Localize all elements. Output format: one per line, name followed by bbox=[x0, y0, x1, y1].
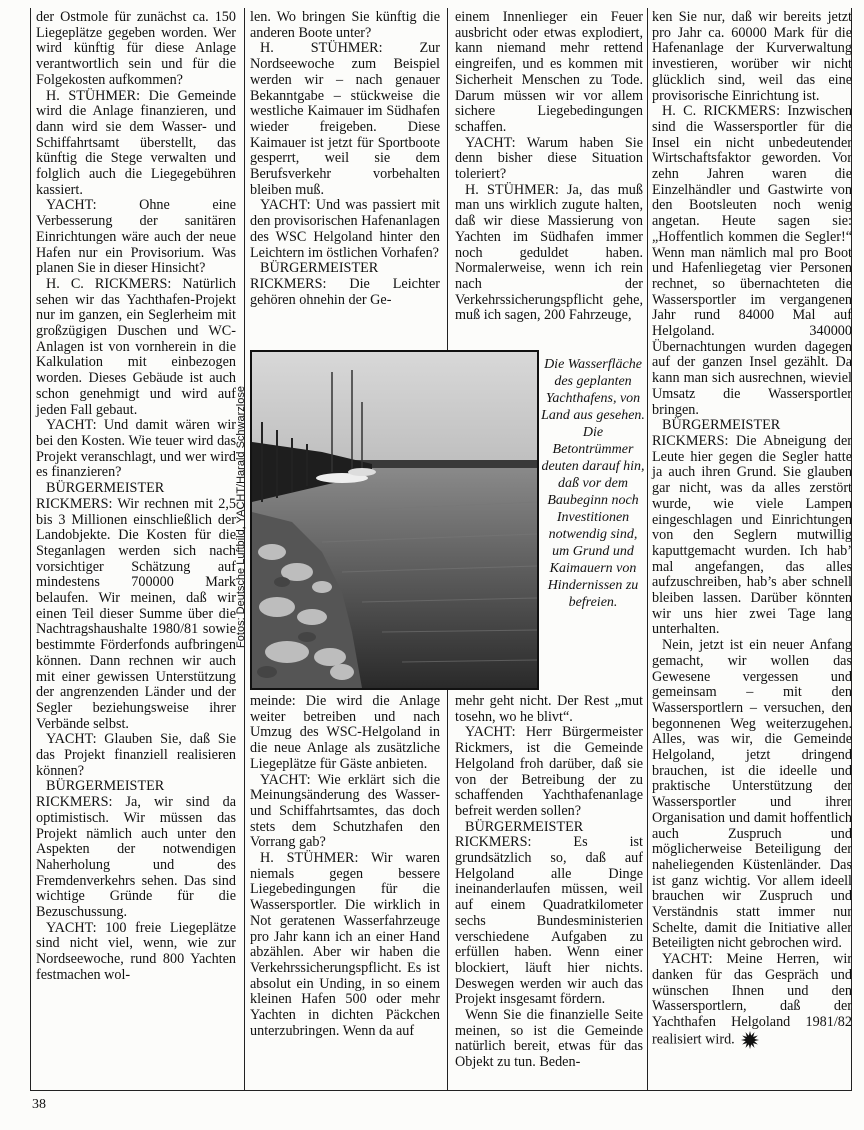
paragraph: H. STÜHMER: Die Gemeinde wird die Anlage finanzieren, und dann wird sie dem Wasser- und Schiffahrtsamt überstellt, das künftig die Stege verwalten und folglich auch die Liegegebühren kassiert. bbox=[36, 87, 236, 198]
paragraph: BÜRGERMEISTER RICKMERS: Wir rechnen mit 2,5 bis 3 Millionen einschließlich der Landobjekte. Die Kosten für die Steganlagen werden sich nach vorsichtiger Schätzung auf mindestens 700000 Mark belaufen. Wir meinen, daß wir einen Teil dieser Summe über die Nachtragshaushalte 1980/81 sowie bestimmte Förderfonds aufbringen können. Dann rechnen wir auch mit einer gewissen Unterstützung der angrenzenden Länder und der Segler beziehungsweise ihrer Verbände selbst. bbox=[36, 480, 236, 732]
paragraph: H. STÜHMER: Zur Nordseewoche zum Beispiel werden wir – nach genauer Bekanntgabe – stückweise die westliche Kaimauer im Südhafen wieder freigeben. Diese Kaimauer ist jetzt für Sportboote gesperrt, weil sie dem Berufsverkehr vorbehalten bleiben muß. bbox=[250, 40, 440, 198]
paragraph: mehr geht nicht. Der Rest „mut tosehn, wo he blivt“. bbox=[455, 693, 643, 725]
paragraph: ken Sie nur, daß wir bereits jetzt pro Jahr ca. 60000 Mark für die Hafenanlage der Kurverwaltung investieren, worüber wir nicht glücklich sind, weil das eine provisorische Einrichtung ist. bbox=[652, 9, 852, 104]
paragraph: len. Wo bringen Sie künftig die anderen Boote unter? bbox=[250, 9, 440, 41]
harbor-photo bbox=[250, 350, 539, 690]
article-column-3-lower bbox=[455, 694, 643, 1071]
article-column-2-lower bbox=[250, 694, 440, 1039]
paragraph: YACHT: Herr Bürgermeister Rickmers, ist die Gemeinde Helgoland froh darüber, daß sie von der Betreibung der zu schaffenden Yachthafenanlage befreit werden sollen? bbox=[455, 724, 643, 819]
paragraph: der Ostmole für zunächst ca. 150 Liegeplätze gegeben worden. Wer wird künftig für diese Anlage verantwortlich sein und für die Folgekosten aufkommen? bbox=[36, 9, 236, 88]
paragraph: YACHT: Und damit wären wir bei den Kosten. Wie teuer wird das Projekt veranschlagt, und wer wird es finanzieren? bbox=[36, 417, 236, 481]
paragraph: H. C. RICKMERS: Inzwischen sind die Wassersportler für die Insel ein nicht unbedeutender Wirtschaftsfaktor geworden. Vor zehn Jahren waren die Einzelhändler und Gastwirte von den Bootsleuten noch wenig angetan. Heute sagen sie: „Hoffentlich kommen die Segler!“ Wenn man nämlich mal pro Boot und Hafenliegetag vier Personen rechnet, so übernachteten die Wassersportler im vergangenen Jahr rund 84000 Mal auf Helgoland. 340000 Übernachtungen wurden dagegen auf der ganzen Insel gezählt. Da kann man sich ausrechnen, wieviel Umsatz die Wassersportler bringen. bbox=[652, 103, 852, 418]
paragraph: YACHT: Warum haben Sie denn bisher diese Situation toleriert? bbox=[455, 134, 643, 183]
paragraph: YACHT: Glauben Sie, daß Sie das Projekt finanziell realisieren können? bbox=[36, 731, 236, 779]
article-column-1 bbox=[36, 10, 236, 984]
paragraph: YACHT: 100 freie Liegeplätze sind nicht viel, wenn, wie zur Nordseewoche, rund 800 Yachten festmachen wol- bbox=[36, 919, 236, 983]
column-rule bbox=[447, 690, 448, 1090]
article-column-3 bbox=[455, 10, 643, 324]
paragraph: H. C. RICKMERS: Natürlich sehen wir das Yachthafen-Projekt nur im ganzen, ein Seglerheim mit großzügigen Duschen und WC-Anlagen ist von vornherein in die Kalkulation mit einbezogen worden. Dieses Gebäude ist auch schon genehmigt und wird auf jeden Fall gebaut. bbox=[36, 275, 236, 418]
article-column-2 bbox=[250, 10, 440, 308]
column-rule bbox=[447, 8, 448, 350]
paragraph: meinde: Die wird die Anlage weiter betreiben und nach Umzug des WSC-Helgoland in die neue Anlage als zusätzliche Liegeplätze für Gäste anbieten. bbox=[250, 693, 440, 772]
paragraph: Wenn Sie die finanzielle Seite meinen, so ist die Gemeinde natürlich bereit, etwas für das Objekt zu tun. Beden- bbox=[455, 1007, 643, 1071]
paragraph: BÜRGERMEISTER RICKMERS: Ja, wir sind da optimistisch. Wir müssen das Projekt nämlich auch unter den Aspekten der notwendigen Naherholung und des Fremdenverkehrs sehen. Das sind wichtige Gründe für die Bezuschussung. bbox=[36, 778, 236, 921]
photo-credit: Fotos: Deutsche Luftbild, YACHT/Harald Schwarzlose bbox=[235, 386, 247, 648]
paragraph: YACHT: Wie erklärt sich die Meinungsänderung des Wasser- und Schiffahrtsamtes, das doch stets dem Schutzhafen den Vorrang gab? bbox=[250, 771, 440, 851]
paragraph: Nein, jetzt ist ein neuer Anfang gemacht, wir wollen das Gewesene vergessen und gemeinsam – mit den Wassersportlern – versuchen, den begonnenen Weg weiterzugehen. Alles, was wir, die Gemeinde Helgoland, jetzt dringend brauchen, ist die ideelle und praktische Unterstützung der Wassersportler und ihrer Organisation und damit hoffentlich auch Zuspruch und möglicherweise Beteiligung der naheliegenden Küstenländer. Das ist ganz wichtig. Vor allem ideell brauchen wir Zuspruch und Verständnis statt immer nur Schelte, damit die Initiative aller Beteiligten nicht gebrochen wird. bbox=[652, 637, 852, 952]
paragraph: BÜRGERMEISTER RICKMERS: Die Abneigung der Leute hier gegen die Segler hatte ja auch ihren Grund. Sie glauben gar nicht, was da alles zerstört wurde, wie viele Lampen eingeschlagen und Einrichtungen von den Seglern mutwillig kaputtgemacht wurden. Ich hab’ mal angefangen, das alles aufzuschreiben, hab’s aber schnell bleiben lassen. Darüber könnten wir uns hier zwei Tage lang unterhalten. bbox=[652, 417, 852, 638]
photo-caption: Die Wasserfläche des geplanten Yachthafens, von Land aus gesehen. Die Betontrümmer deuten darauf hin, daß vor dem Baubeginn noch Investitionen notwendig sind, um Grund und Kaimauern von Hindernissen zu befreien. bbox=[541, 357, 645, 610]
column-rule bbox=[647, 8, 648, 1090]
article-column-4 bbox=[652, 10, 852, 1049]
paragraph: YACHT: Und was passiert mit den provisorischen Hafenanlagen des WSC Helgoland hinter den Leichtern im östlichen Vorhafen? bbox=[250, 197, 440, 261]
paragraph: YACHT: Ohne eine Verbesserung der sanitären Einrichtungen wäre auch der neue Hafen nur ein Provisorium. Was planen Sie in dieser Hinsicht? bbox=[36, 197, 236, 277]
paragraph: einem Innenlieger ein Feuer ausbricht oder etwas explodiert, kann niemand mehr rettend eingreifen, und es kommen mit Sicherheit Menschen zu Tode. Darum müssen wir vor allem sichere Liegebedingungen schaffen. bbox=[455, 9, 643, 135]
paragraph: H. STÜHMER: Wir waren niemals gegen bessere Liegebedingungen für die Wassersportler. Die wirklich in Not geratenen Wasserfahrzeuge pro Jahr kann ich an einer Hand abzählen. Aber wir haben die Verkehrssicherungspflicht. Es ist absolut ein Unding, in so einem kleinen Hafen 500 oder mehr Yachten in dichten Päckchen unterzubringen. Wenn da auf bbox=[250, 850, 440, 1039]
paragraph: YACHT: Meine Herren, wir danken für das Gespräch und wünschen Ihnen und den Wassersportlern, daß der Yachthafen Helgoland 1981/82 realisiert wird. bbox=[652, 951, 852, 1047]
paragraph: H. STÜHMER: Ja, das muß man uns wirklich zugute halten, daß wir diese Massierung von Yachten im Südhafen immer noch geduldet haben. Normalerweise, wenn ich rein nach der Verkehrssicherungspflicht gehe, muß ich sagen, 200 Fahrzeuge, bbox=[455, 181, 643, 324]
page-number: 38 bbox=[32, 1097, 46, 1112]
paragraph: BÜRGERMEISTER RICKMERS: Es ist grundsätzlich so, daß auf Helgoland alle Dinge ineinanderlaufen müssen, weil auf einem Quadratkilometer sechs Bundesministerien verschiedene Aufgaben zu erfüllen haben. Wenn einer blockiert, läuft hier nichts. Deswegen werden wir auch das Projekt insgesamt fördern. bbox=[455, 818, 643, 1008]
paragraph: BÜRGERMEISTER RICKMERS: Die Leichter gehören ohnehin der Ge- bbox=[250, 260, 440, 308]
end-mark-icon bbox=[741, 1031, 759, 1049]
